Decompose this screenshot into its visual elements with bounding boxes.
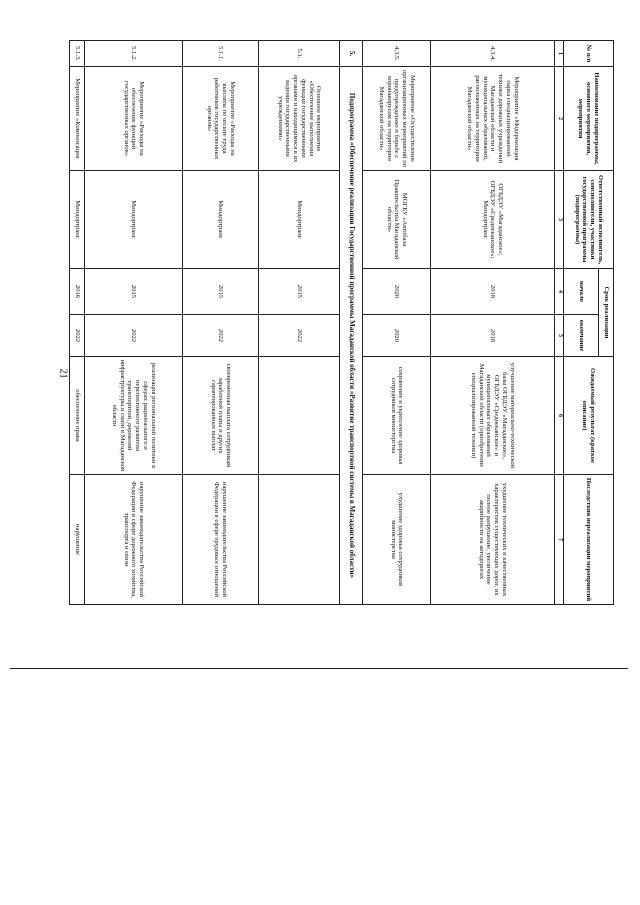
row-consequence: ухудшение здоровья сотрудников министерства xyxy=(363,475,430,605)
header-number: № п/п xyxy=(563,41,613,67)
row-start: 2015 xyxy=(258,269,340,315)
subprogram-row xyxy=(340,41,363,605)
row-name: Мероприятие «Расходы на обеспечение функций государственных органов» xyxy=(84,67,183,171)
header-end: окончание xyxy=(563,315,599,357)
page-number: 21 xyxy=(57,368,69,379)
row-start: 2020 xyxy=(363,269,430,315)
row-executor: Миндортранс xyxy=(84,171,183,269)
row-number: 5.1.1. xyxy=(183,41,258,67)
row-result: своевременная выплата сотрудникам заработной платы и других гарантированных выплат xyxy=(183,357,258,475)
rotated-table-sheet xyxy=(69,40,614,604)
column-number: 3 xyxy=(555,171,563,269)
row-start: 2016 xyxy=(70,269,85,315)
row-number: 5.1.2. xyxy=(84,41,183,67)
row-end: 2018 xyxy=(430,315,555,357)
column-number: 7 xyxy=(555,475,563,605)
row-executor: Миндортранс xyxy=(183,171,258,269)
header-start: начало xyxy=(563,269,599,315)
table-row xyxy=(70,41,85,605)
column-number: 6 xyxy=(555,357,563,475)
row-executor: МОГБУ «Автобаза Правительства Магаданской области» xyxy=(363,171,430,269)
row-result: обеспечение права xyxy=(70,357,85,475)
column-number: 1 xyxy=(555,41,563,67)
row-start: 2018 xyxy=(430,269,555,315)
header-result: Ожидаемый результат (краткое описание) xyxy=(563,357,613,475)
row-name: Мероприятие «Расходы на выплаты по оплате труда работников государственных органов» xyxy=(183,67,258,171)
row-consequence: нарушение законодательства Российской Федерации в сфере дорожного хозяйства, транспорта и связи xyxy=(84,475,183,605)
column-number: 5 xyxy=(555,315,563,357)
table-row xyxy=(258,41,340,605)
row-name: Мероприятие «Модернизация парка специализированной техники дорожных учреждений Магаданской области и муниципальных образований, расположенных на территории Магаданской области» xyxy=(430,67,555,171)
row-consequence: нарушение xyxy=(70,475,85,605)
header-name: Наименование подпрограммы, основного мероприятия, мероприятия xyxy=(563,67,613,171)
row-number: 5.1. xyxy=(258,41,340,67)
row-executor: ОГБДЭУ «Магаданское»; ОГБДЭУ «Среднеканское»; Миндортранс xyxy=(430,171,555,269)
row-consequence xyxy=(258,475,340,605)
row-end: 2022 xyxy=(84,315,183,357)
row-executor: Миндортранс xyxy=(70,171,85,269)
row-end: 2022 xyxy=(70,315,85,357)
program-table xyxy=(69,40,614,605)
table-row xyxy=(183,41,258,605)
subprogram-number: 5. xyxy=(340,41,363,67)
page-divider xyxy=(10,668,628,669)
row-end: 2020 xyxy=(363,315,430,357)
row-result: реализация региональной политики в сферах рационального и перспективного развития транспортной, дорожной инфраструктуры и связи в Магаданской области xyxy=(84,357,183,475)
row-number: 4.3.5. xyxy=(363,41,430,67)
row-end: 2022 xyxy=(258,315,340,357)
row-name: Основное мероприятие «Обеспечение выполнения функций государственными органами и находящимися в их ведении государственными учреждениями» xyxy=(258,67,340,171)
column-number: 4 xyxy=(555,269,563,315)
header-executor: Ответственный исполнитель, соисполнители, участники государственной программы (подпрограммы) xyxy=(563,171,613,269)
table-row xyxy=(363,41,430,605)
row-consequence: ухудшение технических и качественных характеристик существующих дорог, их полное разрушение, увеличение аварийности на автодорогах xyxy=(430,475,555,605)
row-start: 2015 xyxy=(183,269,258,315)
subprogram-title: Подпрограмма «Обеспечение реализации Государственной программы Магаданской области «Развитие транспортной системы в Магаданской области» xyxy=(340,67,363,605)
header-consequence: Последствия нереализации мероприятий xyxy=(563,475,613,605)
row-result: улучшение материально-технической базы ОГБДЭУ «Магаданское», ОГБДЭУ «Среднеканское» и муниципальных образований Магаданской области (приобретение специализированной техники) xyxy=(430,357,555,475)
header-period: Срок реализации xyxy=(599,269,614,357)
table-row xyxy=(84,41,183,605)
row-name: Мероприятие «Компенсация xyxy=(70,67,85,171)
row-name: Мероприятие «Осуществление организационных мероприятий по предупреждению и борьбе с коронавирусом на территории Магаданской области» xyxy=(363,67,430,171)
row-number: 4.3.4. xyxy=(430,41,555,67)
row-executor: Миндортранс xyxy=(258,171,340,269)
row-start: 2015 xyxy=(84,269,183,315)
row-result: сохранение и укрепление здоровья сотрудников министерства xyxy=(363,357,430,475)
row-end: 2022 xyxy=(183,315,258,357)
row-number: 5.1.3. xyxy=(70,41,85,67)
row-consequence: нарушение законодательства Российской Федерации в сфере трудовых отношений xyxy=(183,475,258,605)
column-number: 2 xyxy=(555,67,563,171)
row-result xyxy=(258,357,340,475)
table-row xyxy=(430,41,555,605)
